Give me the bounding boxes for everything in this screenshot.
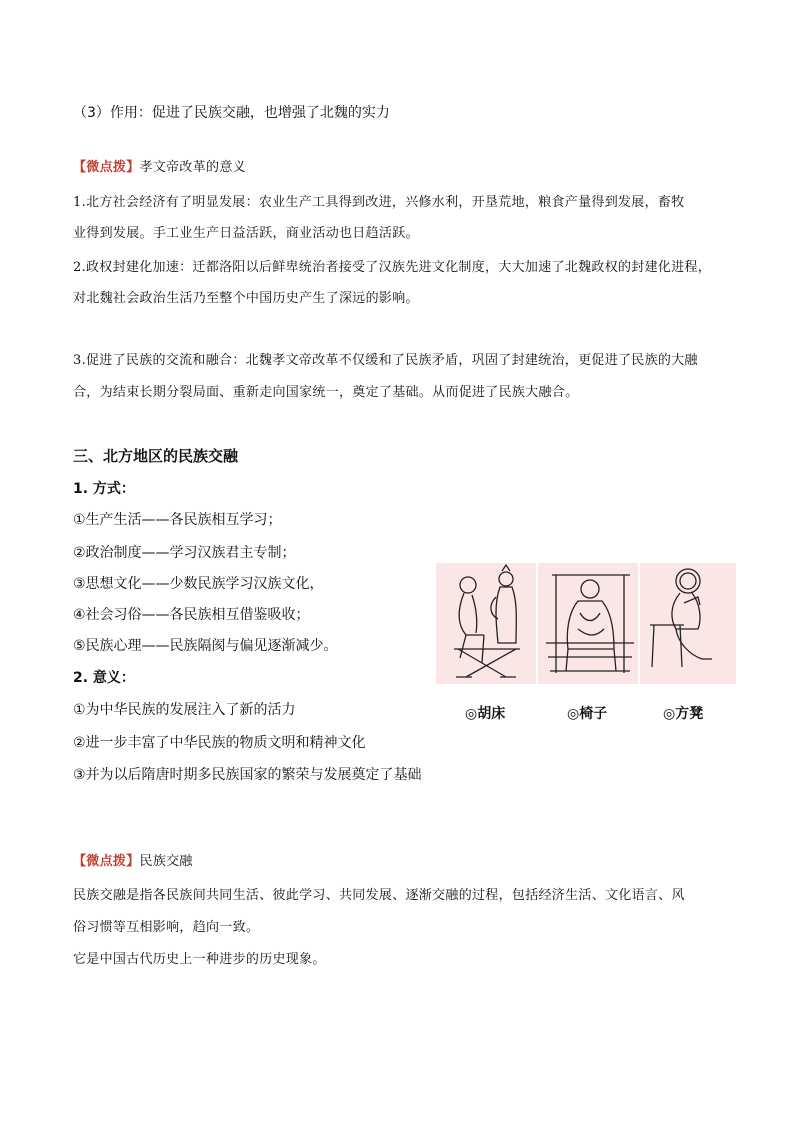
tip1-p2-line1: 2.政权封建化加速：迁都洛阳以后鲜卑统治者接受了汉族先进文化制度，大大加速了北魏政权的封建化进程，: [73, 260, 712, 275]
tip2-line3: 它是中国古代历史上一种进步的历史现象。: [73, 952, 326, 967]
significance-item: ②进一步丰富了中华民族的物质文明和精神文化: [73, 735, 366, 751]
tip1-title-line: [73, 158, 246, 178]
tip2-title-line: [73, 852, 193, 872]
tip1-p2-line2: 对北魏社会政治生活乃至整个中国历史产生了深远的影响。: [73, 291, 419, 306]
tip2-title: 民族交融: [139, 854, 193, 869]
tip1-tag: 【微点拨】: [73, 160, 140, 175]
significance-label: 2. 意义：: [73, 670, 135, 686]
tip1-p3-line1: 3.促进了民族的交流和融合：北魏孝文帝改革不仅缓和了民族矛盾，巩固了封建统治，更促进了民族的大融: [73, 353, 698, 368]
tip2-line1: 民族交融是指各民族间共同生活、彼此学习、共同发展、逐渐交融的过程，包括经济生活、文化语言、风: [73, 888, 685, 903]
chair-illustration: [538, 563, 638, 684]
caption-chair: ◎椅子: [567, 706, 608, 722]
caption-hu-bed: ◎胡床: [465, 706, 506, 722]
tip2-tag: 【微点拨】: [73, 854, 140, 869]
method-item: ①生产生活——各民族相互学习；: [73, 512, 282, 528]
effect-line: （3）作用：促进了民族交融，也增强了北魏的实力: [73, 105, 390, 121]
tip1-p3-line2: 合，为结束长期分裂局面、重新走向国家统一，奠定了基础。从而促进了民族大融合。: [73, 385, 579, 400]
significance-item: ③并为以后隋唐时期多民族国家的繁荣与发展奠定了基础: [73, 767, 422, 783]
tip2-line2: 俗习惯等互相影响，趋向一致。: [73, 920, 260, 935]
tip1-p1-line1: 1.北方社会经济有了明显发展：农业生产工具得到改进，兴修水利，开垦荒地，粮食产量得到发展，畜牧: [73, 195, 685, 210]
method-item: ⑤民族心理——民族隔阂与偏见逐渐减少。: [73, 638, 338, 654]
caption-square-stool: ◎方凳: [663, 706, 704, 722]
method-item: ②政治制度——学习汉族君主专制；: [73, 545, 296, 561]
methods-label: 1. 方式：: [73, 481, 135, 497]
hu-bed-illustration: [436, 563, 536, 684]
method-item: ④社会习俗——各民族相互借鉴吸收；: [73, 607, 310, 623]
significance-item: ①为中华民族的发展注入了新的活力: [73, 702, 296, 718]
method-item: ③思想文化——少数民族学习汉族文化，: [73, 576, 324, 592]
section3-heading: 三、北方地区的民族交融: [73, 447, 239, 465]
tip1-title: 孝文帝改革的意义: [139, 160, 246, 175]
square-stool-illustration: [640, 563, 736, 684]
tip1-p1-line2: 业得到发展。手工业生产日益活跃，商业活动也日趋活跃。: [73, 226, 419, 241]
